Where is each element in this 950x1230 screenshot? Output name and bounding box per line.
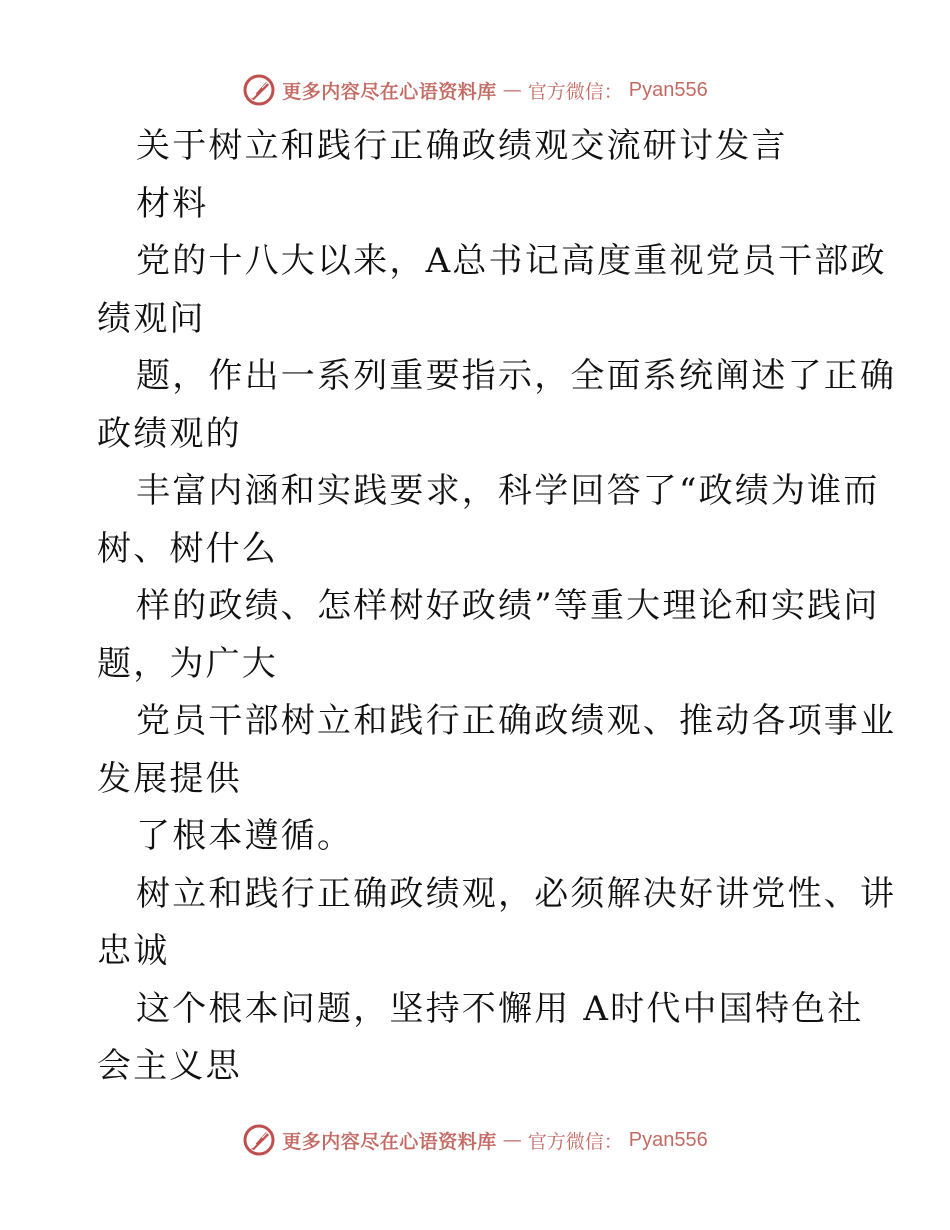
header-wechat-label: 官方微信：	[527, 80, 623, 103]
doc-line: 党的十八大以来，A总书记高度重视党员干部政	[136, 241, 887, 281]
feather-pen-seal-icon	[242, 73, 276, 107]
doc-line: 绩观问	[97, 298, 206, 339]
header-banner	[0, 70, 950, 110]
footer-separator: —	[502, 1129, 522, 1151]
doc-line: 树、树什么	[97, 528, 278, 569]
doc-title-line-2: 材料	[136, 183, 209, 224]
feather-pen-seal-icon	[242, 1123, 276, 1157]
footer-wechat-id: Pyan556	[628, 1128, 708, 1151]
doc-line: 了根本遵循。	[136, 816, 354, 856]
doc-line: 丰富内涵和实践要求，科学回答了“政绩为谁而	[136, 471, 880, 511]
footer-wechat-label: 官方微信：	[527, 1130, 623, 1153]
header-wechat-id: Pyan556	[628, 78, 708, 101]
doc-line: 发展提供	[97, 758, 242, 799]
doc-title-line-1: 关于树立和践行正确政绩观交流研讨发言	[136, 126, 788, 166]
doc-line: 政绩观的	[97, 413, 242, 454]
document-body	[0, 118, 950, 1096]
footer-brand-text: 更多内容尽在心语资料库	[282, 1130, 497, 1153]
doc-line: 题，作出一系列重要指示，全面系统阐述了正确	[136, 356, 897, 396]
header-separator: —	[502, 79, 522, 101]
doc-line: 会主义思	[97, 1046, 242, 1086]
doc-line: 忠诚	[97, 931, 170, 971]
doc-line: 样的政绩、怎样树好政绩”等重大理论和实践问	[136, 586, 880, 626]
doc-line: 题，为广大	[97, 643, 278, 684]
header-brand-text: 更多内容尽在心语资料库	[282, 80, 497, 103]
doc-line: 党员干部树立和践行正确政绩观、推动各项事业	[136, 701, 897, 741]
footer-banner	[0, 1120, 950, 1160]
doc-line: 这个根本问题，坚持不懈用 A时代中国特色社	[136, 988, 864, 1029]
doc-line: 树立和践行正确政绩观，必须解决好讲党性、讲	[136, 873, 897, 914]
